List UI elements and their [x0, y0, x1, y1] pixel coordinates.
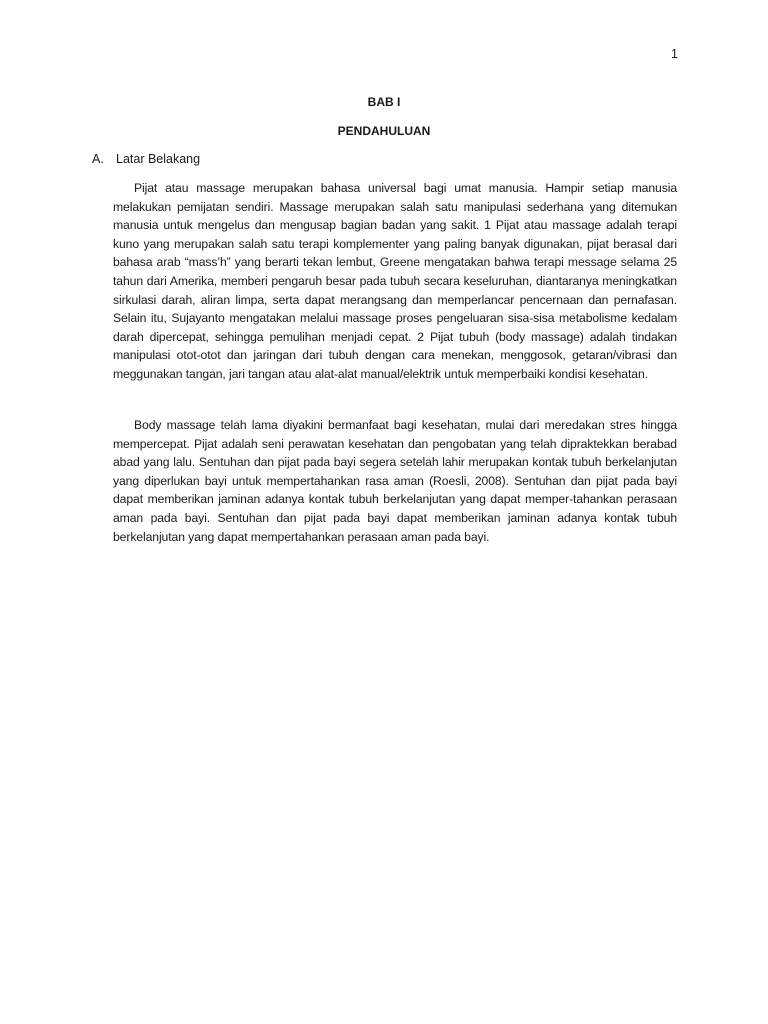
section-heading-text: Latar Belakang — [116, 152, 201, 166]
page-number: 1 — [671, 47, 678, 61]
section-heading — [92, 151, 200, 167]
chapter-subtitle: PENDAHULUAN — [337, 124, 431, 138]
chapter-title: BAB I — [367, 95, 401, 109]
paragraph-2: Body massage telah lama diyakini bermanfaat bagi kesehatan, mulai dari meredakan stres hingga mempercepat. Pijat adalah seni perawatan kesehatan dan pengobatan yang telah dipraktekkan berabad abad yang lalu. Sentuhan dan pijat pada bayi segera setelah lahir merupakan kontak tubuh berkelanjutan yang diperlukan bayi untuk mempertahankan rasa aman (Roesli, 2008). Sentuhan dan pijat pada bayi dapat memberikan jaminan adanya kontak tubuh berkelanjutan yang dapat memper-tahankan perasaan aman pada bayi. Sentuhan dan pijat pada bayi dapat memberikan jaminan adanya kontak tubuh berkelanjutan yang dapat mempertahankan perasaan aman pada bayi. — [113, 418, 677, 544]
section-marker: A. — [92, 152, 104, 166]
paragraph-1: Pijat atau massage merupakan bahasa universal bagi umat manusia. Hampir setiap manusia melakukan pemijatan sendiri. Massage merupakan salah satu manipulasi sederhana yang ditemukan manusia untuk mengelus dan mengusap bagian badan yang sakit. 1 Pijat atau massage adalah terapi kuno yang merupakan salah satu terapi komplementer yang paling banyak digunakan, pijat berasal dari bahasa arab “mass’h” yang berarti tekan lembut, Greene mengatakan bahwa terapi message selama 25 tahun dari Amerika, memberi pengaruh besar pada tubuh secara keseluruhan, diantaranya meningkatkan sirkulasi darah, aliran limpa, serta dapat merangsang dan memperlancar pencernaan dan pernafasan. Selain itu, Sujayanto mengatakan melalui massage proses pengeluaran sisa-sisa metabolisme kedalam darah dipercepat, sehingga pemulihan menjadi cepat. 2 Pijat tubuh (body massage) adalah tindakan manipulasi otot-otot dan jaringan dari tubuh dengan cara menekan, menggosok, getaran/vibrasi dan meggunakan tangan, jari tangan atau alat-alat manual/elektrik untuk memperbaiki kondisi kesehatan. — [113, 181, 677, 381]
